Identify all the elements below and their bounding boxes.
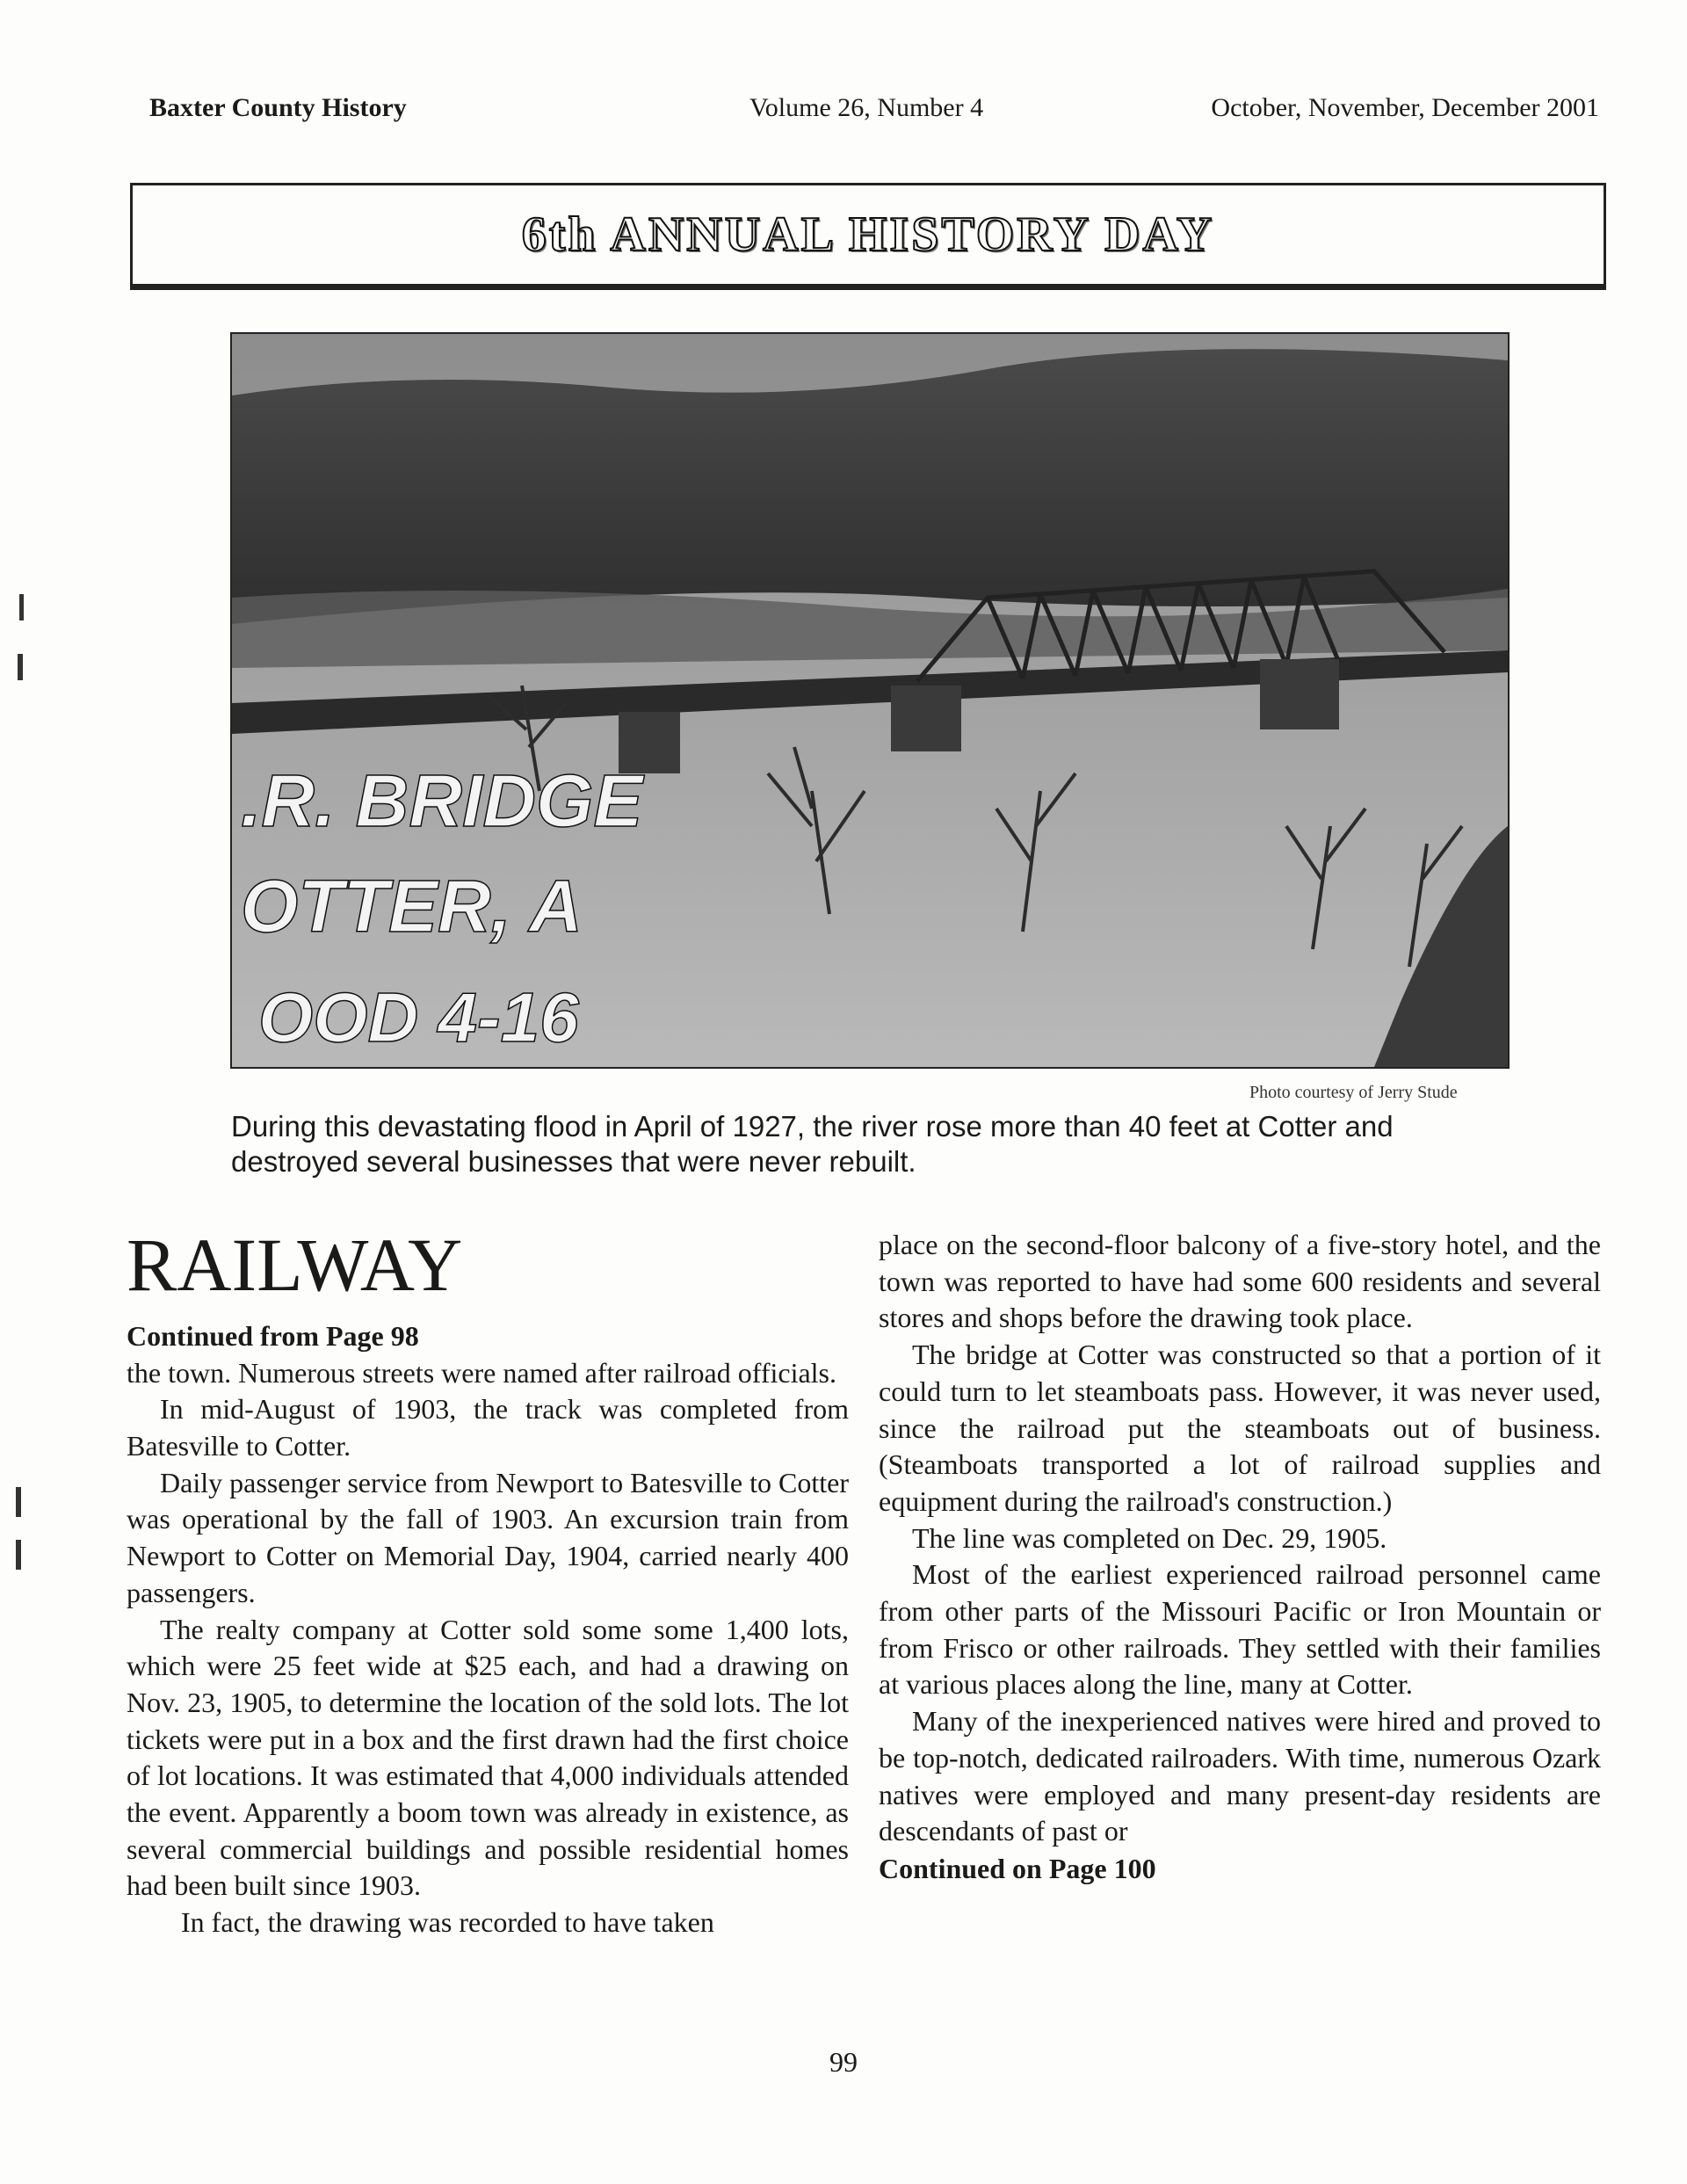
inscription-line: OTTER, A (241, 865, 583, 947)
inscription-line: OOD 4-16 (258, 978, 579, 1056)
paragraph: The line was completed on Dec. 29, 1905. (912, 1521, 1387, 1554)
scan-mark (16, 1540, 21, 1570)
paragraph: place on the second-floor balcony of a five-story hotel, and the town was reported to have had some 600 residents and several stores and shops before the drawing took place. (879, 1229, 1601, 1334)
article-column-left (127, 1223, 849, 1941)
paragraph: the town. Numerous streets were named after railroad officials. (127, 1356, 836, 1389)
inscription-line: .R. BRIDGE (241, 759, 643, 842)
article-column-right (879, 1227, 1601, 1887)
photo-credit: Photo courtesy of Jerry Stude (1249, 1083, 1458, 1102)
article-title: RAILWAY (127, 1223, 463, 1307)
issue-number: Volume 26, Number 4 (749, 93, 984, 122)
paragraph: In fact, the drawing was recorded to have taken (181, 1906, 714, 1939)
paragraph: In mid-August of 1903, the track was completed from Batesville to Cotter. (127, 1393, 849, 1462)
paragraph: The realty company at Cotter sold some some 1,400 lots, which were 25 feet wide at $25 each, and had a drawing on Nov. 23, 1905, to determine the location of the sold lots. The lot tickets were put in a box and the first drawn had the first choice of lot locations. It was estimated that 4,000 individuals attended the event. Apparently a boom town was already in existence, as several commercial buildings and possible residential homes had been built since 1903. (127, 1613, 849, 1902)
issue-date: October, November, December 2001 (1211, 93, 1599, 122)
flood-photo (230, 332, 1510, 1069)
scan-mark (19, 594, 24, 620)
banner-title: 6th ANNUAL HISTORY DAY (521, 207, 1215, 262)
paragraph: Most of the earliest experienced railroad personnel came from other parts of the Missouri Pacific or Iron Mountain or from Frisco or other railroads. They settled with their families at various places along the line, many at Cotter. (879, 1558, 1601, 1701)
publication-name: Baxter County History (149, 93, 407, 122)
wooded-hillside (232, 349, 1508, 624)
page-number: 99 (829, 2046, 858, 2078)
paragraph: The bridge at Cotter was constructed so that a portion of it could turn to let steamboats pass. However, it was never used, since the railroad put the steamboats out of business. (Steamboats transported a lot of railroad supplies and equipment during the railroad's construction.) (879, 1339, 1601, 1517)
scan-mark (18, 654, 23, 680)
continued-on-label: Continued on Page 100 (879, 1852, 1156, 1884)
bridge-flood-illustration (232, 334, 1508, 1067)
paragraph: Many of the inexperienced natives were hired and proved to be top-notch, dedicated railroaders. With time, numerous Ozark natives were employed and many present-day residents are descendants of past or (879, 1705, 1601, 1847)
banner-box (130, 183, 1606, 287)
scan-mark (16, 1487, 21, 1517)
continued-from-label: Continued from Page 98 (127, 1320, 419, 1352)
paragraph: Daily passenger service from Newport to Batesville to Cotter was operational by the fall of 1903. An excursion train from Newport to Cotter on Memorial Day, 1904, carried nearly 400 passengers. (127, 1466, 849, 1608)
photo-caption: During this devastating flood in April of 1927, the river rose more than 40 feet at Cotter and destroyed several businesses that were never rebuilt. (231, 1110, 1394, 1179)
